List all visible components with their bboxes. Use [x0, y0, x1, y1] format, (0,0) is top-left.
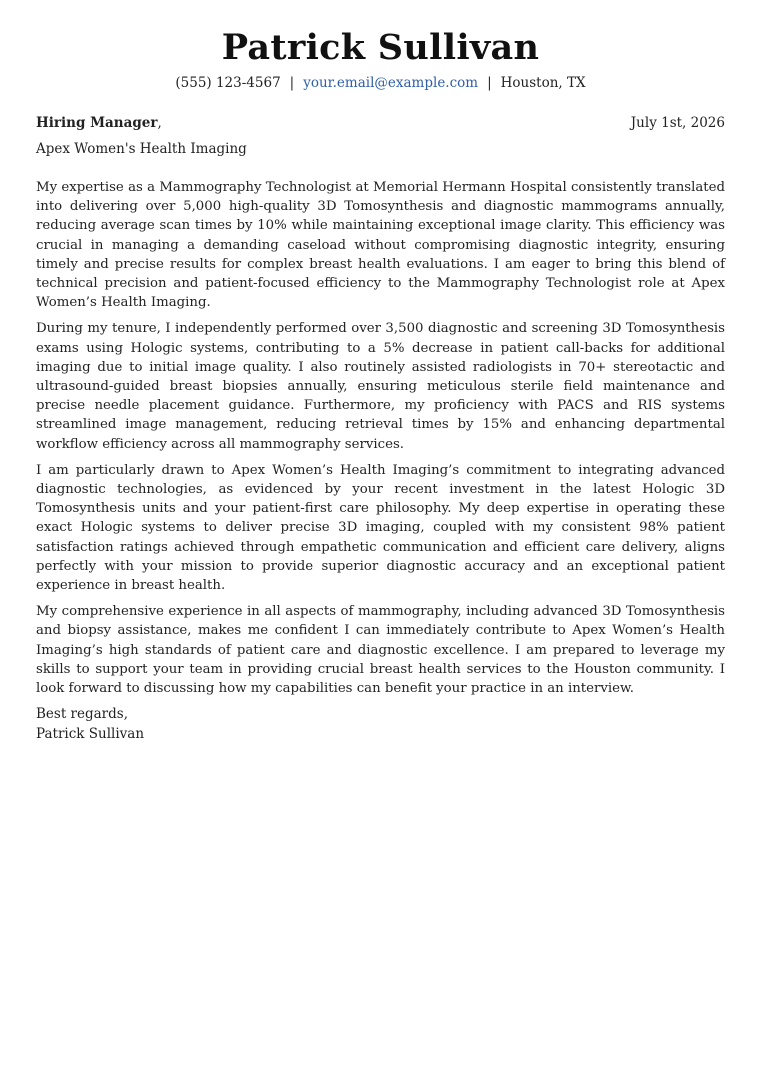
recipient-punctuation: ,	[157, 115, 162, 131]
email-link[interactable]: your.email@example.com	[303, 75, 479, 91]
applicant-name: Patrick Sullivan	[221, 27, 540, 68]
recipient-date-row	[36, 113, 725, 133]
separator: |	[289, 75, 295, 91]
signature-name: Patrick Sullivan	[36, 725, 145, 742]
cover-letter-page	[36, 0, 725, 744]
recipient-line	[36, 113, 162, 133]
body-paragraph: I am particularly drawn to Apex Women’s Health Imaging’s commitment to integrating advanced diagnostic technologies, as evidenced by your recent investment in the latest Hologic 3D Tomosynthesis units and your patient-first care philosophy. My deep expertise in operating these exact Hologic systems to deliver precise 3D imaging, coupled with my consistent 98% patient satisfaction ratings achieved through empathetic communication and efficient care delivery, aligns perfectly with your mission to provide superior diagnostic accuracy and an exceptional patient experience in breast health.	[36, 462, 725, 594]
closing-block	[36, 705, 725, 744]
separator: |	[487, 75, 492, 91]
phone-number: (555) 123-4567	[175, 75, 281, 91]
closing-salutation: Best regards,	[36, 706, 129, 723]
body-paragraph: My expertise as a Mammography Technologist at Memorial Hermann Hospital consistently translated into delivering over 5,000 high-quality 3D Tomosynthesis and diagnostic mammograms annually, reducing average scan times by 10% while maintaining exceptional image clarity. This efficiency was crucial in managing a demanding caseload without compromising diagnostic integrity, ensuring timely and precise results for complex breast health evaluations. I am eager to bring this blend of technical precision and patient-focused efficiency to the Mammography Technologist role at Apex Women’s Health Imaging.	[36, 180, 725, 311]
body-paragraph: During my tenure, I independently performed over 3,500 diagnostic and screening 3D Tomosynthesis exams using Hologic systems, contributing to a 5% decrease in patient call-backs for additional imaging due to initial image quality. I also routinely assisted radiologists in 70+ stereotactic and ultrasound-guided breast biopsies annually, ensuring meticulous sterile field maintenance and precise needle placement guidance. Furthermore, my proficiency with PACS and RIS systems streamlined image management, reducing retrieval times by 15% and enhancing departmental workflow efficiency across all mammography services.	[36, 321, 725, 452]
contact-line	[36, 73, 725, 93]
body-paragraph: My comprehensive experience in all aspects of mammography, including advanced 3D Tomosynthesis and biopsy assistance, makes me confident I can immediately contribute to Apex Women’s Health Imaging’s high standards of patient care and diagnostic excellence. I am prepared to leverage my skills to support your team in providing crucial breast health services to the Houston community. I look forward to discussing how my capabilities can benefit your practice in an interview.	[36, 604, 725, 697]
letter-body	[36, 178, 725, 698]
company-name: Apex Women's Health Imaging	[36, 141, 247, 157]
letter-date: July 1st, 2026	[630, 115, 725, 131]
recipient-name: Hiring Manager	[36, 115, 158, 131]
location: Houston, TX	[500, 75, 586, 91]
